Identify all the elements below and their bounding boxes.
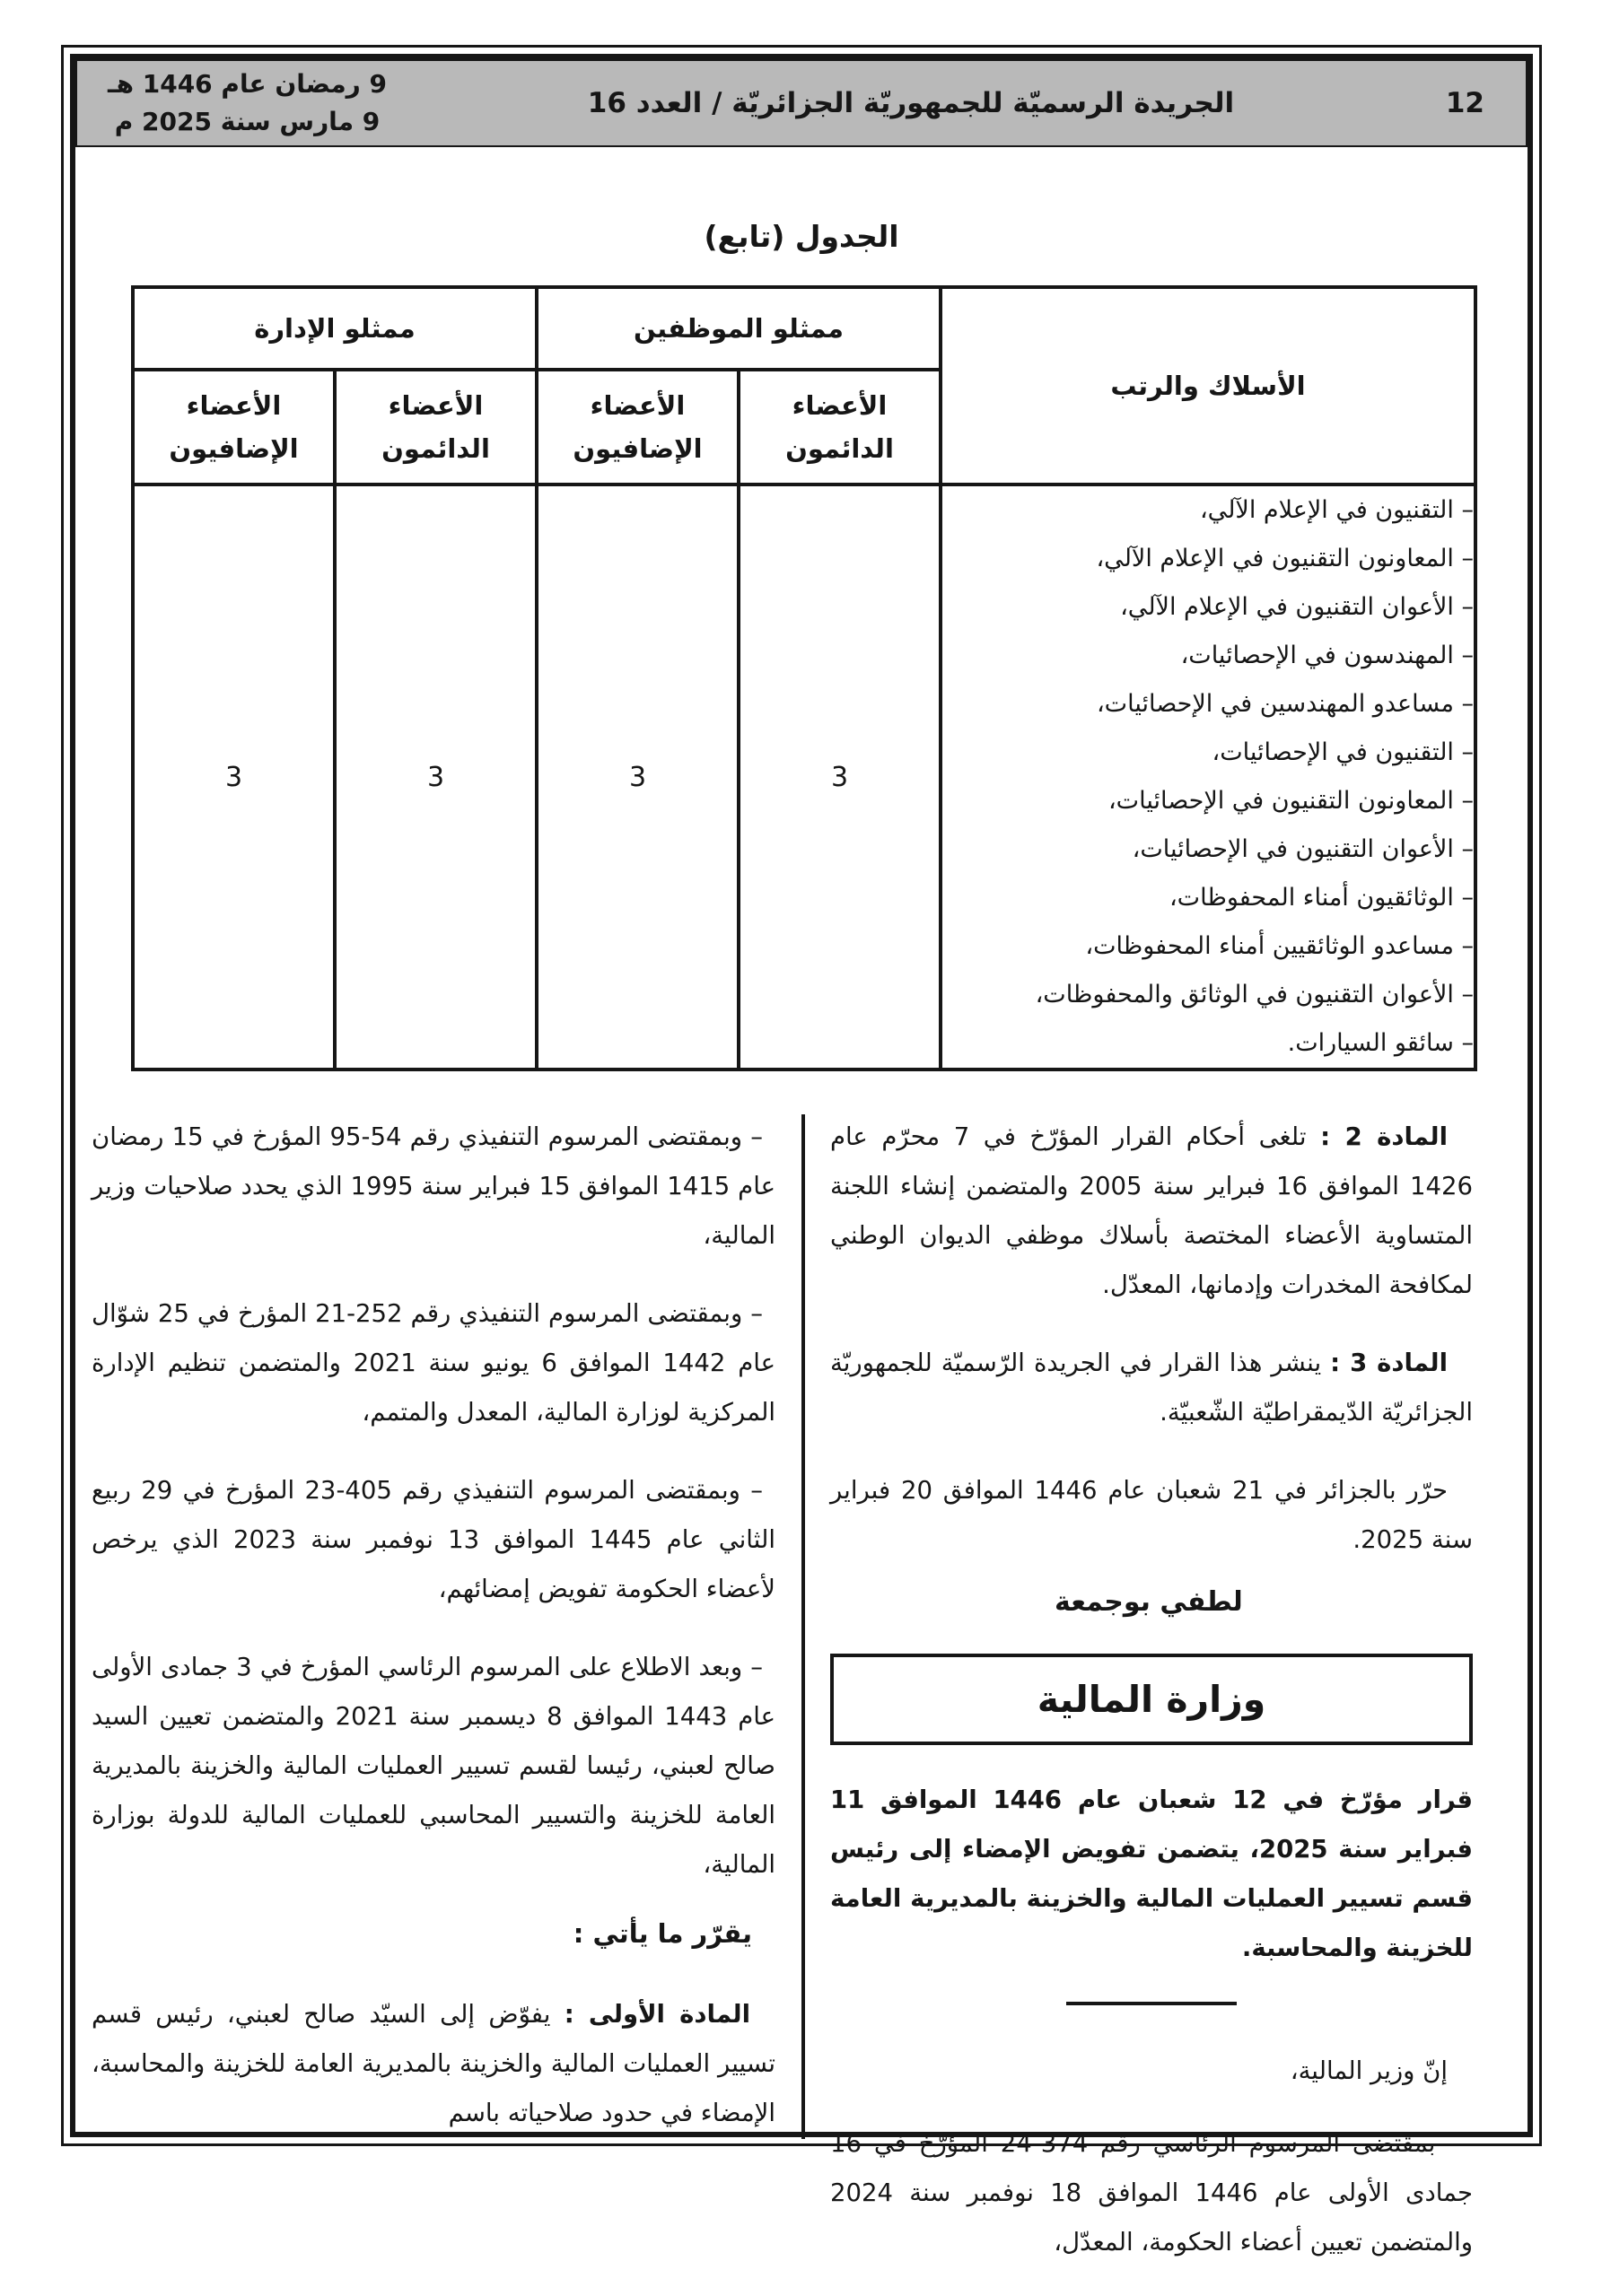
staff-additional-header: الأعضاء الإضافيون	[537, 370, 739, 485]
issued-line: حرّر بالجزائر في 21 شعبان عام 1446 الموافق 20 فبراير سنة 2025.	[830, 1476, 1473, 1554]
rank-item: – مساعدو الوثائقيين أمناء المحفوظات،	[1085, 932, 1474, 960]
ranks-list-cell	[941, 485, 1475, 1069]
article-2-label: المادة 2 :	[1320, 1122, 1449, 1151]
rank-item: – التقنيون في الإعلام الآلي،	[1199, 496, 1474, 524]
admin-permanent-count: 3	[335, 485, 537, 1069]
article-3-label: المادة 3 :	[1330, 1349, 1449, 1377]
visa-presidential-appointment: – وبعد الاطلاع على المرسوم الرئاسي المؤرخ في 3 جمادى الأولى عام 1443 الموافق 8 ديسمبر سنة 2021 والمتضمن تعيين السيد صالح لعبني، رئيسا لقسم تسيير العمليات المالية والخزينة بالمديرية العامة للخزينة والتسيير المحاسبي للعمليات المالية للدولة بوزارة المالية،	[92, 1653, 776, 1879]
article-1-text: يفوّض إلى السيّد صالح لعبني، رئيس قسم تسيير العمليات المالية والخزينة بالمديرية العامة للخزينة والمحاسبة، الإمضاء في حدود صلاحياته باسم	[92, 2000, 775, 2127]
decree-heading: قرار مؤرّخ في 12 شعبان عام 1446 الموافق 11 فبراير سنة 2025، يتضمن تفويض الإمضاء إلى رئيس قسم تسيير العمليات المالية والخزينة بالمديرية العامة للخزينة والمحاسبة.	[830, 1785, 1473, 1962]
article-2	[830, 1113, 1473, 1310]
article-3-text: ينشر هذا القرار في الجريدة الرّسميّة للجمهوريّة الجزائريّة الدّيمقراطيّة الشّعبيّة.	[830, 1349, 1473, 1427]
rank-item: – المعاونون التقنيون في الإعلام الآلي،	[1096, 545, 1474, 572]
staff-additional-count: 3	[537, 485, 739, 1069]
rank-item: – سائقو السيارات.	[1287, 1029, 1474, 1057]
table-title: الجدول (تابع)	[704, 219, 899, 254]
ministry-section-header: وزارة المالية	[830, 1654, 1473, 1745]
staff-permanent-count: 3	[739, 485, 941, 1069]
article-1-label: المادة الأولى :	[564, 2000, 751, 2029]
decides-line: يقرّر ما يأتي :	[573, 1918, 752, 1949]
staff-representatives-header: ممثلو الموظفين	[537, 287, 941, 370]
admin-representatives-header: ممثلو الإدارة	[133, 287, 537, 370]
staff-permanent-header: الأعضاء الدائمون	[739, 370, 941, 485]
signature-name: لطفي بوجمعة	[1055, 1586, 1243, 1618]
rank-item: – الأعوان التقنيون في الوثائق والمحفوظات،	[1035, 981, 1474, 1008]
article-2-text: تلغى أحكام القرار المؤرّخ في 7 محرّم عام 1426 الموافق 16 فبراير سنة 2005 والمتضمن إنشاء اللجنة المتساوية الأعضاء المختصة بأسلاك موظفي الديوان الوطني لمكافحة المخدرات وإدمانها، المعدّل.	[830, 1122, 1473, 1299]
rank-item: – الوثائقيون أمناء المحفوظات،	[1169, 884, 1474, 912]
admin-additional-header: الأعضاء الإضافيون	[133, 370, 335, 485]
rank-item: – الأعوان التقنيون في الإحصائيات،	[1132, 835, 1474, 863]
gregorian-date: 9 مارس سنة 2025 م	[114, 107, 381, 136]
visa-executive-252-21: – وبمقتضى المرسوم التنفيذي رقم 252-21 المؤرخ في 25 شوّال عام 1442 الموافق 6 يونيو سنة 2021 والمتضمن تنظيم الإدارة المركزية لوزارة المالية، المعدل والمتمم،	[92, 1299, 776, 1427]
text-column-right	[830, 1113, 1473, 2296]
rank-item: – المهندسون في الإحصائيات،	[1180, 642, 1474, 669]
page-number: 12	[1445, 87, 1484, 119]
column-divider	[801, 1114, 805, 2139]
hijri-date: 9 رمضان عام 1446 هـ	[108, 69, 388, 99]
visa-presidential-374-24: – بمقتضى المرسوم الرئاسي رقم 374-24 المؤرّخ في 16 جمادى الأولى عام 1446 الموافق 18 نوفمبر سنة 2024 والمتضمن تعيين أعضاء الحكومة، المعدّل،	[830, 2129, 1473, 2257]
text-column-left	[92, 1113, 775, 2167]
minister-line: إنّ وزير المالية،	[1290, 2056, 1448, 2085]
rank-item: – التقنيون في الإحصائيات،	[1212, 738, 1474, 766]
visa-executive-405-23: – وبمقتضى المرسوم التنفيذي رقم 405-23 المؤرخ في 29 ربيع الثاني عام 1445 الموافق 13 نوفمبر سنة 2023 الذي يرخص لأعضاء الحكومة تفويض إمضائهم،	[92, 1476, 776, 1603]
corps-ranks-header: الأسلاك والرتب	[941, 287, 1475, 485]
header-dates	[77, 65, 417, 141]
visa-executive-54-95: – وبمقتضى المرسوم التنفيذي رقم 54-95 المؤرخ في 15 رمضان عام 1415 الموافق 15 فبراير سنة 1995 الذي يحدد صلاحيات وزير المالية،	[92, 1122, 775, 1250]
journal-title: الجريدة الرسميّة للجمهوريّة الجزائريّة / العدد 16	[587, 87, 1235, 119]
article-3	[830, 1339, 1473, 1437]
committee-table	[131, 285, 1477, 1071]
rank-item: – مساعدو المهندسين في الإحصائيات،	[1096, 690, 1474, 718]
admin-additional-count: 3	[133, 485, 335, 1069]
section-separator	[1066, 2002, 1237, 2005]
rank-item: – المعاونون التقنيون في الإحصائيات،	[1107, 787, 1474, 815]
admin-permanent-header: الأعضاء الدائمون	[335, 370, 537, 485]
header-bar	[75, 59, 1528, 147]
rank-item: – الأعوان التقنيون في الإعلام الآلي،	[1120, 593, 1474, 621]
article-1	[92, 1990, 775, 2138]
